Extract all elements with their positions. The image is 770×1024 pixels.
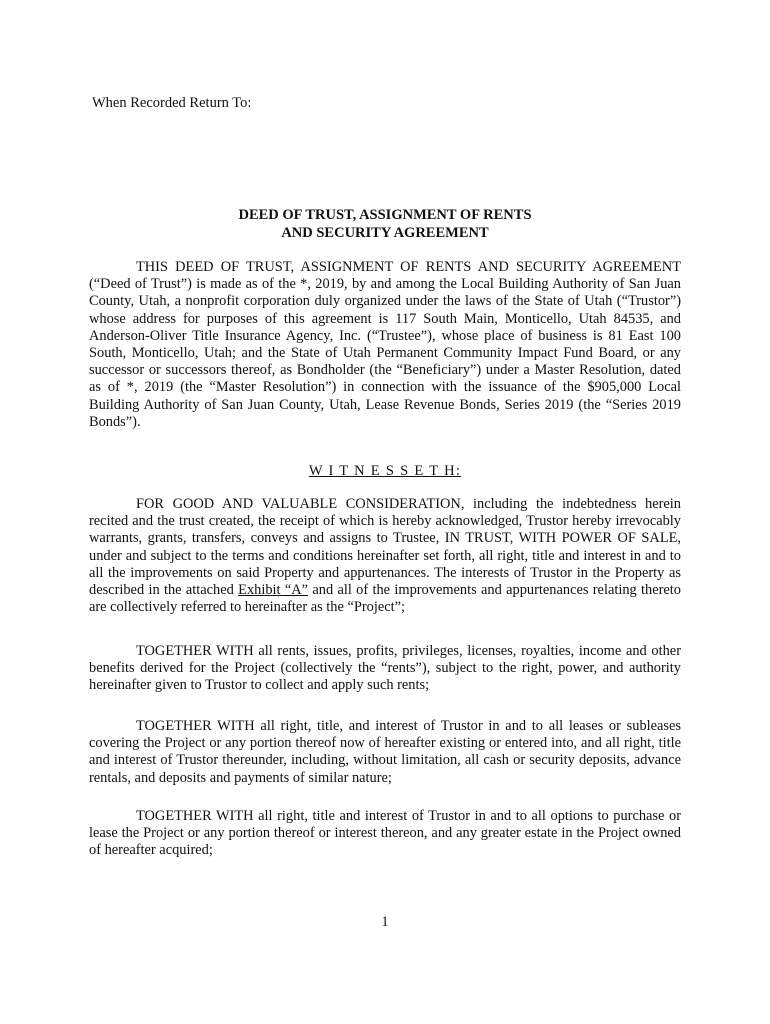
leases-paragraph: TOGETHER WITH all right, title, and interest of Trustor in and to all leases or subleases covering the Project or any portion thereof now of hereafter existing or entered into, and all right, title and interest of Trustor thereunder, including, without limitation, all cash or security deposits, advance rentals, and deposits and payments of similar nature; — [89, 718, 681, 786]
options-paragraph: TOGETHER WITH all right, title and interest of Trustor in and to all options to purchase or lease the Project or any portion thereof or interest thereon, and any greater estate in the Project owned of hereafter acquired; — [89, 808, 681, 859]
document-title-line-1: DEED OF TRUST, ASSIGNMENT OF RENTS — [238, 207, 532, 223]
document-title-line-2: AND SECURITY AGREEMENT — [281, 225, 489, 241]
intro-paragraph: THIS DEED OF TRUST, ASSIGNMENT OF RENTS AND SECURITY AGREEMENT (“Deed of Trust”) is made as of the *, 2019, by and among the Local Building Authority of San Juan County, Utah, a nonprofit corporation duly organized under the laws of the State of Utah (“Trustor”) whose address for purposes of this agreement is 117 South Main, Monticello, Utah 84535, and Anderson-Oliver Title Insurance Agency, Inc. (“Trustee”), whose place of business is 81 East 100 South, Monticello, Utah; and the State of Utah Permanent Community Impact Fund Board, or any successor or successors thereof, as Bondholder (the “Beneficiary”) under a Master Resolution, dated as of *, 2019 (the “Master Resolution”) in connection with the issuance of the $905,000 Local Building Authority of San Juan County, Utah, Lease Revenue Bonds, Series 2019 (the “Series 2019 Bonds”). — [89, 259, 681, 430]
consideration-paragraph — [89, 496, 681, 616]
exhibit-a-reference: Exhibit “A” — [238, 582, 309, 599]
consideration-text-before: FOR GOOD AND VALUABLE CONSIDERATION, including the indebtedness herein recited and the trust created, the receipt of which is hereby acknowledged, Trustor hereby irrevocably warrants, grants, transfers, conveys and assigns to Trustee, IN TRUST, WITH POWER OF SALE, under and subject to the terms and conditions hereinafter set forth, all right, title and interest in and to all the improvements on said Property and appurtenances. The interests of Trustor in the Property as described in the attached — [89, 496, 681, 599]
page-number: 1 — [381, 914, 389, 930]
consideration-text-after: and all of the improvements and appurtenances relating thereto are collectively referred to hereinafter as the “Project”; — [89, 582, 681, 616]
witnesseth-heading: W I T N E S S E T H: — [308, 463, 462, 479]
rents-paragraph: TOGETHER WITH all rents, issues, profits, privileges, licenses, royalties, income and other benefits derived for the Project (collectively the “rents”), subject to the right, power, and authority hereinafter given to Trustor to collect and apply such rents; — [89, 643, 681, 694]
return-to-label: When Recorded Return To: — [92, 95, 252, 111]
